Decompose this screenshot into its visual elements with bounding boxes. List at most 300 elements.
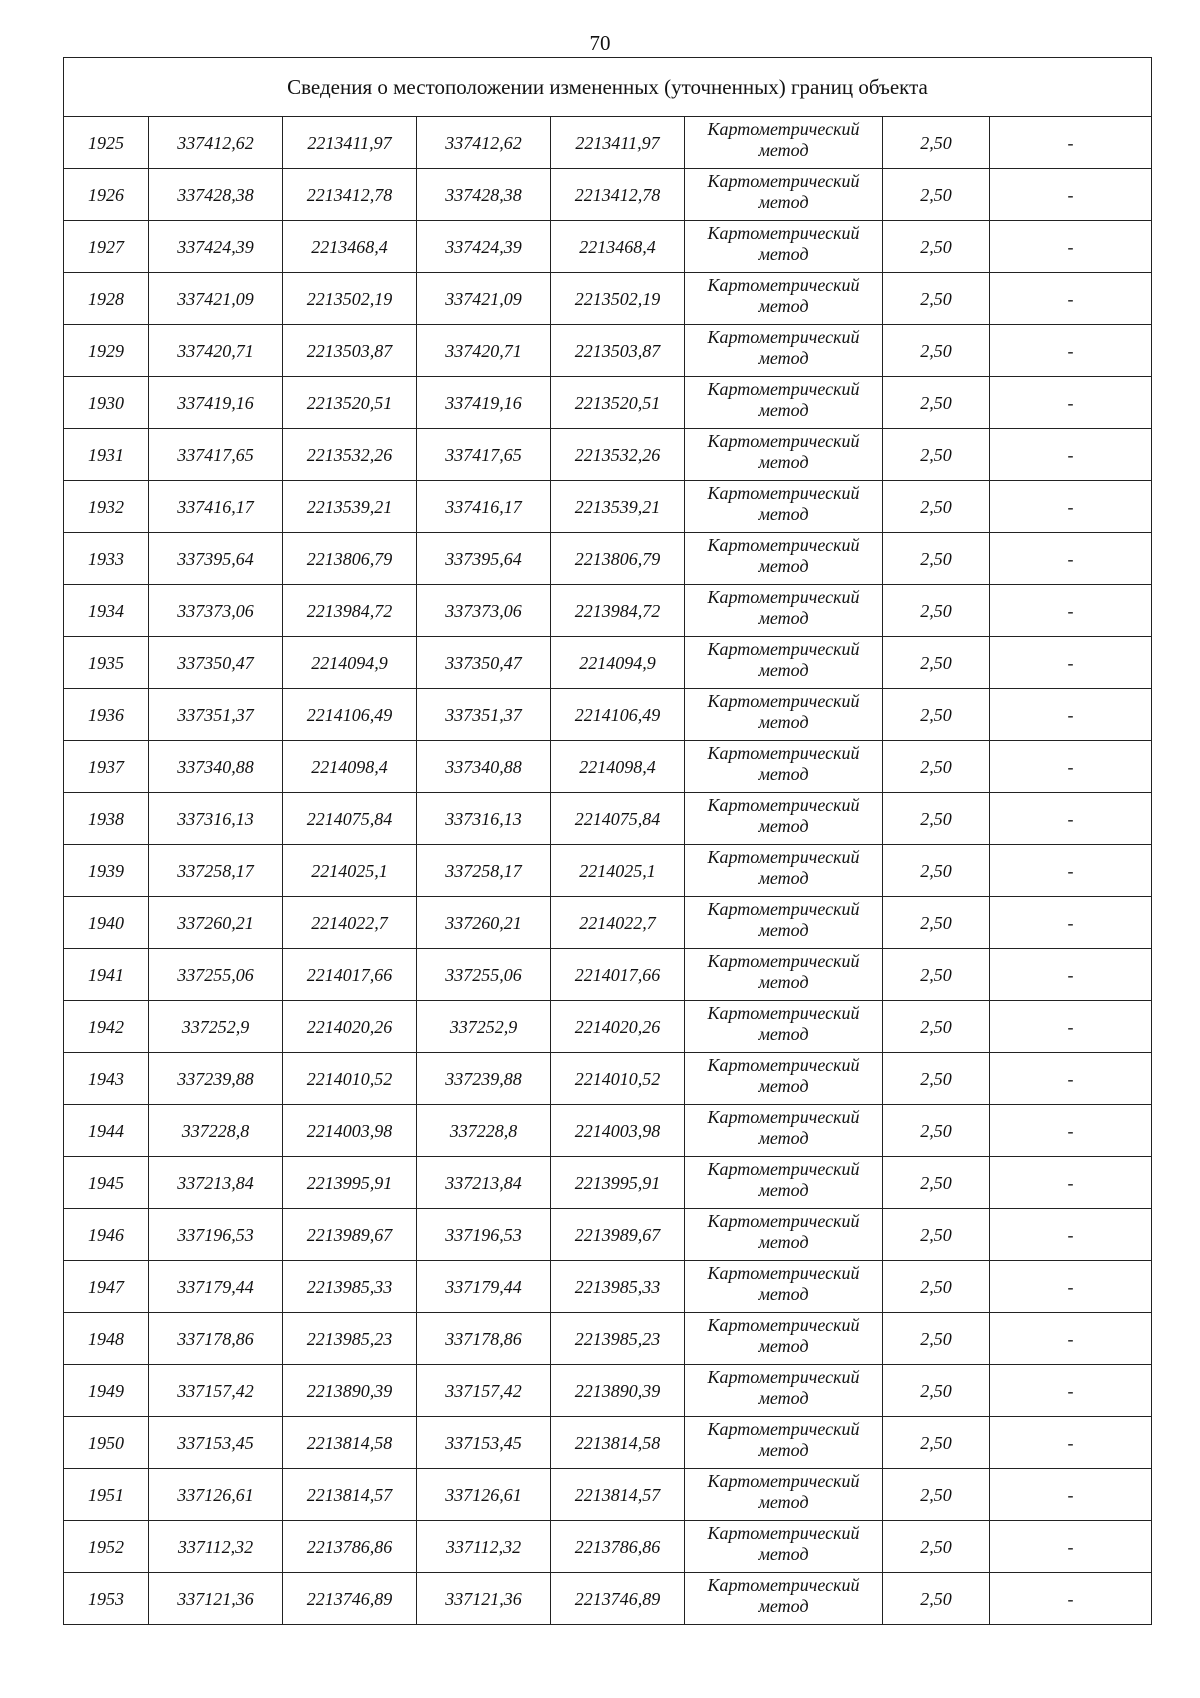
note-cell: - <box>990 585 1152 637</box>
method-cell <box>685 1417 883 1469</box>
method-line-2: метод <box>758 1076 809 1096</box>
x-refined-cell: 337421,09 <box>417 273 551 325</box>
accuracy-cell: 2,50 <box>883 689 990 741</box>
method-cell <box>685 377 883 429</box>
y-existing-cell: 2213814,58 <box>283 1417 417 1469</box>
y-existing-cell: 2213814,57 <box>283 1469 417 1521</box>
x-existing-cell: 337126,61 <box>149 1469 283 1521</box>
accuracy-cell: 2,50 <box>883 585 990 637</box>
note-cell: - <box>990 741 1152 793</box>
point-number-cell: 1938 <box>64 793 149 845</box>
x-refined-cell: 337419,16 <box>417 377 551 429</box>
point-number-cell: 1935 <box>64 637 149 689</box>
note-cell: - <box>990 1573 1152 1625</box>
note-cell: - <box>990 377 1152 429</box>
boundary-coordinates-table <box>63 57 1152 1625</box>
y-existing-cell: 2213411,97 <box>283 117 417 169</box>
y-existing-cell: 2214098,4 <box>283 741 417 793</box>
point-number-cell: 1930 <box>64 377 149 429</box>
method-line-1: Картометрический <box>707 587 860 607</box>
note-cell: - <box>990 845 1152 897</box>
y-refined-cell: 2213806,79 <box>551 533 685 585</box>
x-refined-cell: 337258,17 <box>417 845 551 897</box>
method-cell <box>685 845 883 897</box>
accuracy-cell: 2,50 <box>883 1521 990 1573</box>
point-number-cell: 1933 <box>64 533 149 585</box>
y-refined-cell: 2213412,78 <box>551 169 685 221</box>
method-line-2: метод <box>758 920 809 940</box>
point-number-cell: 1929 <box>64 325 149 377</box>
accuracy-cell: 2,50 <box>883 1313 990 1365</box>
table-row <box>64 1105 1152 1157</box>
method-line-1: Картометрический <box>707 1575 860 1595</box>
y-refined-cell: 2214003,98 <box>551 1105 685 1157</box>
y-refined-cell: 2213411,97 <box>551 117 685 169</box>
y-refined-cell: 2213984,72 <box>551 585 685 637</box>
y-refined-cell: 2213814,58 <box>551 1417 685 1469</box>
y-existing-cell: 2213995,91 <box>283 1157 417 1209</box>
method-line-1: Картометрический <box>707 1367 860 1387</box>
x-existing-cell: 337196,53 <box>149 1209 283 1261</box>
y-refined-cell: 2214025,1 <box>551 845 685 897</box>
note-cell: - <box>990 169 1152 221</box>
point-number-cell: 1936 <box>64 689 149 741</box>
x-existing-cell: 337350,47 <box>149 637 283 689</box>
table-row <box>64 481 1152 533</box>
y-existing-cell: 2213532,26 <box>283 429 417 481</box>
point-number-cell: 1925 <box>64 117 149 169</box>
y-existing-cell: 2213539,21 <box>283 481 417 533</box>
method-line-1: Картометрический <box>707 1315 860 1335</box>
table-row <box>64 949 1152 1001</box>
accuracy-cell: 2,50 <box>883 481 990 533</box>
x-existing-cell: 337421,09 <box>149 273 283 325</box>
x-existing-cell: 337417,65 <box>149 429 283 481</box>
method-cell <box>685 1157 883 1209</box>
x-refined-cell: 337260,21 <box>417 897 551 949</box>
accuracy-cell: 2,50 <box>883 1157 990 1209</box>
note-cell: - <box>990 1313 1152 1365</box>
y-existing-cell: 2213468,4 <box>283 221 417 273</box>
method-line-2: метод <box>758 400 809 420</box>
y-refined-cell: 2214017,66 <box>551 949 685 1001</box>
x-refined-cell: 337316,13 <box>417 793 551 845</box>
table-row <box>64 1157 1152 1209</box>
x-existing-cell: 337157,42 <box>149 1365 283 1417</box>
accuracy-cell: 2,50 <box>883 1417 990 1469</box>
point-number-cell: 1944 <box>64 1105 149 1157</box>
point-number-cell: 1951 <box>64 1469 149 1521</box>
accuracy-cell: 2,50 <box>883 169 990 221</box>
y-refined-cell: 2213786,86 <box>551 1521 685 1573</box>
point-number-cell: 1947 <box>64 1261 149 1313</box>
point-number-cell: 1949 <box>64 1365 149 1417</box>
point-number-cell: 1948 <box>64 1313 149 1365</box>
y-refined-cell: 2213503,87 <box>551 325 685 377</box>
method-cell <box>685 533 883 585</box>
method-line-1: Картометрический <box>707 275 860 295</box>
method-line-1: Картометрический <box>707 483 860 503</box>
accuracy-cell: 2,50 <box>883 741 990 793</box>
y-existing-cell: 2214106,49 <box>283 689 417 741</box>
method-line-2: метод <box>758 504 809 524</box>
point-number-cell: 1928 <box>64 273 149 325</box>
accuracy-cell: 2,50 <box>883 637 990 689</box>
note-cell: - <box>990 1469 1152 1521</box>
accuracy-cell: 2,50 <box>883 1573 990 1625</box>
x-existing-cell: 337228,8 <box>149 1105 283 1157</box>
note-cell: - <box>990 429 1152 481</box>
method-line-1: Картометрический <box>707 691 860 711</box>
y-refined-cell: 2213539,21 <box>551 481 685 533</box>
method-line-2: метод <box>758 1544 809 1564</box>
point-number-cell: 1946 <box>64 1209 149 1261</box>
y-existing-cell: 2213989,67 <box>283 1209 417 1261</box>
method-line-1: Картометрический <box>707 639 860 659</box>
y-existing-cell: 2213890,39 <box>283 1365 417 1417</box>
table-row <box>64 1001 1152 1053</box>
method-line-2: метод <box>758 764 809 784</box>
x-refined-cell: 337178,86 <box>417 1313 551 1365</box>
x-existing-cell: 337213,84 <box>149 1157 283 1209</box>
note-cell: - <box>990 273 1152 325</box>
x-refined-cell: 337252,9 <box>417 1001 551 1053</box>
method-line-1: Картометрический <box>707 1003 860 1023</box>
method-cell <box>685 481 883 533</box>
note-cell: - <box>990 1209 1152 1261</box>
point-number-cell: 1942 <box>64 1001 149 1053</box>
method-line-1: Картометрический <box>707 223 860 243</box>
accuracy-cell: 2,50 <box>883 845 990 897</box>
method-line-1: Картометрический <box>707 795 860 815</box>
method-line-2: метод <box>758 1440 809 1460</box>
x-existing-cell: 337252,9 <box>149 1001 283 1053</box>
x-existing-cell: 337179,44 <box>149 1261 283 1313</box>
x-refined-cell: 337350,47 <box>417 637 551 689</box>
page-number: 70 <box>589 31 611 55</box>
point-number-cell: 1931 <box>64 429 149 481</box>
table-row <box>64 845 1152 897</box>
y-existing-cell: 2213746,89 <box>283 1573 417 1625</box>
method-cell <box>685 1365 883 1417</box>
method-line-2: метод <box>758 1388 809 1408</box>
method-line-1: Картометрический <box>707 951 860 971</box>
method-cell <box>685 429 883 481</box>
table-row <box>64 325 1152 377</box>
point-number-cell: 1950 <box>64 1417 149 1469</box>
y-existing-cell: 2214094,9 <box>283 637 417 689</box>
x-refined-cell: 337239,88 <box>417 1053 551 1105</box>
x-existing-cell: 337316,13 <box>149 793 283 845</box>
accuracy-cell: 2,50 <box>883 117 990 169</box>
method-cell <box>685 1261 883 1313</box>
x-refined-cell: 337416,17 <box>417 481 551 533</box>
method-cell <box>685 1573 883 1625</box>
accuracy-cell: 2,50 <box>883 273 990 325</box>
note-cell: - <box>990 637 1152 689</box>
x-existing-cell: 337420,71 <box>149 325 283 377</box>
method-line-2: метод <box>758 1024 809 1044</box>
method-line-1: Картометрический <box>707 1159 860 1179</box>
method-line-1: Картометрический <box>707 431 860 451</box>
y-refined-cell: 2213520,51 <box>551 377 685 429</box>
table-body <box>64 117 1152 1625</box>
method-cell <box>685 793 883 845</box>
accuracy-cell: 2,50 <box>883 1365 990 1417</box>
method-line-2: метод <box>758 452 809 472</box>
y-existing-cell: 2213412,78 <box>283 169 417 221</box>
note-cell: - <box>990 897 1152 949</box>
x-existing-cell: 337340,88 <box>149 741 283 793</box>
method-line-1: Картометрический <box>707 1211 860 1231</box>
y-existing-cell: 2213502,19 <box>283 273 417 325</box>
x-refined-cell: 337196,53 <box>417 1209 551 1261</box>
method-line-2: метод <box>758 1128 809 1148</box>
y-existing-cell: 2213806,79 <box>283 533 417 585</box>
point-number-cell: 1940 <box>64 897 149 949</box>
x-existing-cell: 337255,06 <box>149 949 283 1001</box>
x-refined-cell: 337373,06 <box>417 585 551 637</box>
method-line-1: Картометрический <box>707 1523 860 1543</box>
x-refined-cell: 337126,61 <box>417 1469 551 1521</box>
method-line-2: метод <box>758 660 809 680</box>
x-refined-cell: 337395,64 <box>417 533 551 585</box>
point-number-cell: 1945 <box>64 1157 149 1209</box>
table-row <box>64 533 1152 585</box>
point-number-cell: 1932 <box>64 481 149 533</box>
x-existing-cell: 337260,21 <box>149 897 283 949</box>
note-cell: - <box>990 1521 1152 1573</box>
x-existing-cell: 337395,64 <box>149 533 283 585</box>
method-line-1: Картометрический <box>707 1055 860 1075</box>
accuracy-cell: 2,50 <box>883 1105 990 1157</box>
x-existing-cell: 337153,45 <box>149 1417 283 1469</box>
method-line-1: Картометрический <box>707 899 860 919</box>
note-cell: - <box>990 1417 1152 1469</box>
point-number-cell: 1934 <box>64 585 149 637</box>
method-line-1: Картометрический <box>707 1471 860 1491</box>
method-cell <box>685 741 883 793</box>
method-line-2: метод <box>758 816 809 836</box>
method-line-1: Картометрический <box>707 535 860 555</box>
x-existing-cell: 337178,86 <box>149 1313 283 1365</box>
y-refined-cell: 2213468,4 <box>551 221 685 273</box>
x-refined-cell: 337412,62 <box>417 117 551 169</box>
method-line-2: метод <box>758 1284 809 1304</box>
y-refined-cell: 2213995,91 <box>551 1157 685 1209</box>
point-number-cell: 1941 <box>64 949 149 1001</box>
accuracy-cell: 2,50 <box>883 1053 990 1105</box>
table-row <box>64 1365 1152 1417</box>
y-existing-cell: 2214022,7 <box>283 897 417 949</box>
method-line-1: Картометрический <box>707 171 860 191</box>
x-existing-cell: 337424,39 <box>149 221 283 273</box>
point-number-cell: 1927 <box>64 221 149 273</box>
table-row <box>64 793 1152 845</box>
method-line-1: Картометрический <box>707 1107 860 1127</box>
y-refined-cell: 2213985,33 <box>551 1261 685 1313</box>
accuracy-cell: 2,50 <box>883 377 990 429</box>
table-row <box>64 429 1152 481</box>
y-refined-cell: 2213502,19 <box>551 273 685 325</box>
method-cell <box>685 689 883 741</box>
method-line-1: Картометрический <box>707 1263 860 1283</box>
y-existing-cell: 2213985,33 <box>283 1261 417 1313</box>
method-line-2: метод <box>758 1180 809 1200</box>
accuracy-cell: 2,50 <box>883 221 990 273</box>
accuracy-cell: 2,50 <box>883 949 990 1001</box>
method-line-1: Картометрический <box>707 379 860 399</box>
method-cell <box>685 1469 883 1521</box>
table-row <box>64 1209 1152 1261</box>
point-number-cell: 1952 <box>64 1521 149 1573</box>
method-line-1: Картометрический <box>707 327 860 347</box>
x-refined-cell: 337417,65 <box>417 429 551 481</box>
y-refined-cell: 2214106,49 <box>551 689 685 741</box>
method-line-1: Картометрический <box>707 847 860 867</box>
note-cell: - <box>990 117 1152 169</box>
note-cell: - <box>990 221 1152 273</box>
method-cell <box>685 585 883 637</box>
table-row <box>64 1313 1152 1365</box>
table-row <box>64 1521 1152 1573</box>
x-refined-cell: 337112,32 <box>417 1521 551 1573</box>
y-refined-cell: 2214075,84 <box>551 793 685 845</box>
method-cell <box>685 1313 883 1365</box>
note-cell: - <box>990 689 1152 741</box>
y-refined-cell: 2213985,23 <box>551 1313 685 1365</box>
x-refined-cell: 337351,37 <box>417 689 551 741</box>
table-row <box>64 585 1152 637</box>
method-cell <box>685 117 883 169</box>
table-row <box>64 741 1152 793</box>
y-existing-cell: 2214003,98 <box>283 1105 417 1157</box>
x-existing-cell: 337239,88 <box>149 1053 283 1105</box>
note-cell: - <box>990 1157 1152 1209</box>
method-line-1: Картометрический <box>707 1419 860 1439</box>
y-existing-cell: 2214017,66 <box>283 949 417 1001</box>
method-cell <box>685 169 883 221</box>
method-line-2: метод <box>758 140 809 160</box>
table-row <box>64 689 1152 741</box>
x-refined-cell: 337213,84 <box>417 1157 551 1209</box>
note-cell: - <box>990 1053 1152 1105</box>
table-row <box>64 1573 1152 1625</box>
method-line-1: Картометрический <box>707 743 860 763</box>
x-refined-cell: 337420,71 <box>417 325 551 377</box>
method-line-2: метод <box>758 712 809 732</box>
table-row <box>64 1261 1152 1313</box>
table-row <box>64 117 1152 169</box>
y-refined-cell: 2213532,26 <box>551 429 685 481</box>
y-refined-cell: 2213890,39 <box>551 1365 685 1417</box>
accuracy-cell: 2,50 <box>883 325 990 377</box>
method-cell <box>685 325 883 377</box>
method-line-2: метод <box>758 868 809 888</box>
method-line-2: метод <box>758 556 809 576</box>
table-row <box>64 377 1152 429</box>
y-existing-cell: 2213985,23 <box>283 1313 417 1365</box>
x-existing-cell: 337428,38 <box>149 169 283 221</box>
x-refined-cell: 337428,38 <box>417 169 551 221</box>
note-cell: - <box>990 793 1152 845</box>
point-number-cell: 1937 <box>64 741 149 793</box>
method-line-2: метод <box>758 1492 809 1512</box>
note-cell: - <box>990 533 1152 585</box>
x-refined-cell: 337340,88 <box>417 741 551 793</box>
x-refined-cell: 337228,8 <box>417 1105 551 1157</box>
y-existing-cell: 2214025,1 <box>283 845 417 897</box>
note-cell: - <box>990 325 1152 377</box>
method-line-2: метод <box>758 192 809 212</box>
method-line-2: метод <box>758 296 809 316</box>
method-line-2: метод <box>758 1336 809 1356</box>
x-refined-cell: 337424,39 <box>417 221 551 273</box>
x-existing-cell: 337112,32 <box>149 1521 283 1573</box>
note-cell: - <box>990 949 1152 1001</box>
method-line-2: метод <box>758 608 809 628</box>
method-cell <box>685 273 883 325</box>
accuracy-cell: 2,50 <box>883 533 990 585</box>
method-cell <box>685 221 883 273</box>
y-refined-cell: 2214020,26 <box>551 1001 685 1053</box>
accuracy-cell: 2,50 <box>883 1001 990 1053</box>
y-existing-cell: 2214010,52 <box>283 1053 417 1105</box>
x-existing-cell: 337258,17 <box>149 845 283 897</box>
y-existing-cell: 2213984,72 <box>283 585 417 637</box>
table-row <box>64 1053 1152 1105</box>
point-number-cell: 1939 <box>64 845 149 897</box>
table-row <box>64 637 1152 689</box>
x-existing-cell: 337351,37 <box>149 689 283 741</box>
table-row <box>64 897 1152 949</box>
note-cell: - <box>990 481 1152 533</box>
x-refined-cell: 337179,44 <box>417 1261 551 1313</box>
method-cell <box>685 1521 883 1573</box>
x-existing-cell: 337412,62 <box>149 117 283 169</box>
table-row <box>64 221 1152 273</box>
note-cell: - <box>990 1001 1152 1053</box>
method-cell <box>685 1105 883 1157</box>
method-cell <box>685 637 883 689</box>
y-existing-cell: 2213786,86 <box>283 1521 417 1573</box>
accuracy-cell: 2,50 <box>883 793 990 845</box>
note-cell: - <box>990 1261 1152 1313</box>
point-number-cell: 1943 <box>64 1053 149 1105</box>
table-title: Сведения о местоположении измененных (уточненных) границ объекта <box>64 58 1152 117</box>
method-cell <box>685 949 883 1001</box>
x-existing-cell: 337121,36 <box>149 1573 283 1625</box>
x-refined-cell: 337157,42 <box>417 1365 551 1417</box>
y-refined-cell: 2213814,57 <box>551 1469 685 1521</box>
method-line-2: метод <box>758 244 809 264</box>
method-line-2: метод <box>758 348 809 368</box>
accuracy-cell: 2,50 <box>883 1469 990 1521</box>
y-existing-cell: 2214075,84 <box>283 793 417 845</box>
y-refined-cell: 2213746,89 <box>551 1573 685 1625</box>
note-cell: - <box>990 1105 1152 1157</box>
accuracy-cell: 2,50 <box>883 897 990 949</box>
method-cell <box>685 1001 883 1053</box>
x-existing-cell: 337419,16 <box>149 377 283 429</box>
table-row <box>64 1469 1152 1521</box>
table-row <box>64 169 1152 221</box>
method-line-1: Картометрический <box>707 119 860 139</box>
accuracy-cell: 2,50 <box>883 1261 990 1313</box>
point-number-cell: 1926 <box>64 169 149 221</box>
point-number-cell: 1953 <box>64 1573 149 1625</box>
x-existing-cell: 337416,17 <box>149 481 283 533</box>
